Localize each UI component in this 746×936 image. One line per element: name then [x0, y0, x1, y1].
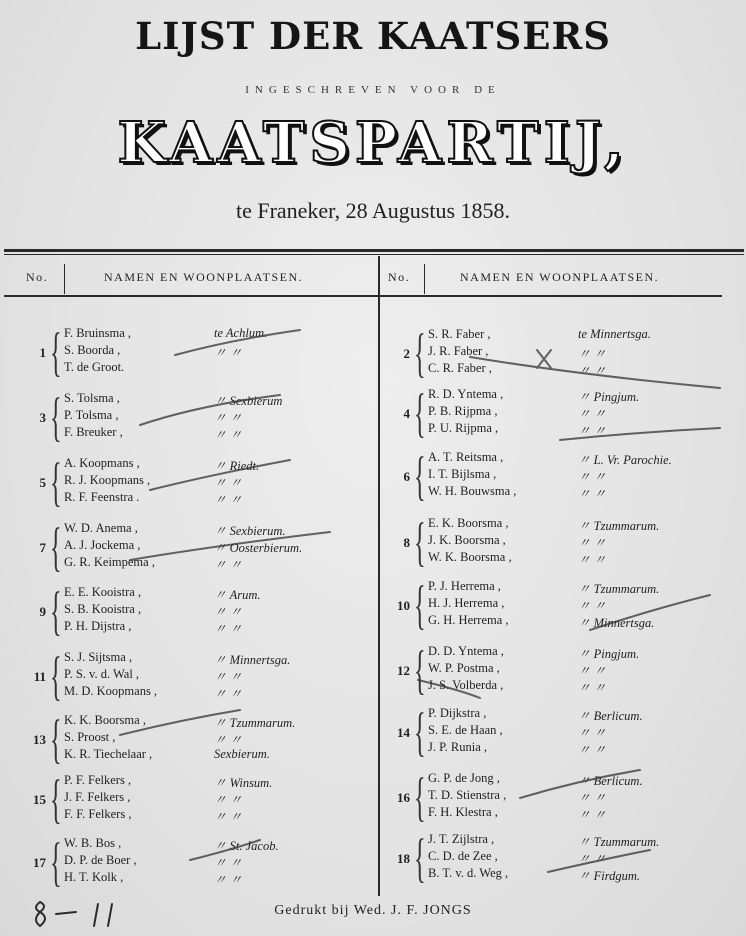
strike-mark: [470, 357, 720, 388]
player-place: 〃 〃: [578, 743, 607, 757]
player-place: 〃 〃: [214, 605, 243, 619]
player-place: 〃 〃: [214, 733, 243, 747]
player-place: 〃 Tzummarum.: [578, 835, 660, 849]
player-name: E. K. Boorsma ,: [428, 516, 509, 530]
player-place: te Achlum.: [214, 326, 268, 340]
player-name: S. Boorda ,: [64, 343, 121, 357]
player-place: 〃 Sexbierum: [214, 394, 283, 408]
player-name: H. T. Kolk ,: [64, 870, 124, 884]
player-place: 〃 〃: [214, 411, 243, 425]
player-name: P. Tolsma ,: [64, 408, 119, 422]
player-name: H. J. Herrema ,: [428, 596, 505, 610]
player-name: S. R. Faber ,: [428, 327, 491, 341]
entry-number: 3: [39, 410, 46, 425]
player-name: P. Dijkstra ,: [428, 706, 487, 720]
player-place: 〃 Tzummarum.: [578, 582, 660, 596]
player-name: G. P. de Jong ,: [428, 771, 500, 785]
brace-icon: {: [414, 828, 426, 888]
entry-number: 14: [397, 725, 410, 740]
player-place: 〃 Oosterbierum.: [214, 541, 303, 555]
player-name: J. R. Faber ,: [428, 344, 489, 358]
entry-number: 5: [39, 475, 46, 490]
player-name: A. T. Reitsma ,: [428, 450, 504, 464]
player-name: D. D. Yntema ,: [428, 644, 504, 658]
strike-mark: [120, 710, 240, 735]
strike-mark: [418, 680, 480, 698]
player-place: 〃 〃: [214, 428, 243, 442]
player-name: R. F. Feenstra .: [64, 490, 140, 504]
brace-icon: {: [50, 517, 62, 577]
player-name: P. S. v. d. Wal ,: [64, 667, 140, 681]
player-name: W. B. Bos ,: [64, 836, 122, 850]
entry-number: 6: [403, 469, 410, 484]
entry-number: 1: [39, 345, 46, 360]
player-place: 〃 Tzummarum.: [214, 716, 296, 730]
player-name: F. F. Felkers ,: [64, 807, 132, 821]
player-place: 〃 〃: [214, 793, 243, 807]
player-place: 〃 〃: [578, 791, 607, 805]
strike-mark: [140, 395, 280, 425]
player-place: 〃 Sexbierum.: [214, 524, 286, 538]
player-name: S. B. Kooistra ,: [64, 602, 142, 616]
strike-mark: [175, 330, 300, 355]
player-name: P. H. Dijstra ,: [64, 619, 132, 633]
brace-icon: {: [414, 640, 426, 700]
entry-number: 16: [397, 790, 410, 805]
entry-number: 18: [397, 851, 410, 866]
brace-icon: {: [50, 769, 62, 829]
player-place: 〃 〃: [214, 856, 243, 870]
player-name: J. P. Runia ,: [428, 740, 488, 754]
brace-icon: {: [50, 452, 62, 512]
player-name: J. S. Volberda ,: [428, 678, 504, 692]
player-name: A. J. Jockema ,: [64, 538, 141, 552]
player-name: W. P. Postma ,: [428, 661, 500, 675]
brace-icon: {: [50, 832, 62, 892]
player-place: 〃 Riedt.: [214, 459, 260, 473]
title-line-2: INGESCHREVEN VOOR DE: [245, 84, 501, 96]
strike-mark: [150, 460, 290, 490]
title-line-1: LIJST DER KAATSERS: [135, 14, 611, 58]
player-place: 〃 〃: [214, 810, 243, 824]
player-name: G. H. Herrema ,: [428, 613, 509, 627]
player-name: C. D. de Zee ,: [428, 849, 498, 863]
player-name: T. de Groot.: [64, 360, 125, 374]
player-place: Sexbierum.: [214, 747, 270, 761]
player-name: P. B. Rijpma ,: [428, 404, 498, 418]
strike-mark: [520, 770, 640, 798]
player-place: 〃 〃: [578, 407, 607, 421]
player-place: 〃 〃: [214, 873, 243, 887]
entry-number: 7: [39, 540, 46, 555]
player-name: B. T. v. d. Weg ,: [428, 866, 509, 880]
player-name: W. K. Boorsma ,: [428, 550, 512, 564]
col-no-left: No.: [26, 270, 49, 284]
player-place: 〃 〃: [578, 664, 607, 678]
player-place: 〃 Minnertsga.: [214, 653, 291, 667]
player-name: C. R. Faber ,: [428, 361, 492, 375]
player-name: R. D. Yntema ,: [428, 387, 504, 401]
player-name: J. F. Felkers ,: [64, 790, 131, 804]
entry-number: 10: [397, 598, 410, 613]
brace-icon: {: [50, 709, 62, 769]
player-name: S. Tolsma ,: [64, 391, 120, 405]
player-place: 〃 Firdgum.: [578, 869, 641, 883]
player-name: J. K. Boorsma ,: [428, 533, 506, 547]
player-place: 〃 〃: [214, 476, 243, 490]
col-no-right: No.: [388, 270, 411, 284]
player-place: 〃 〃: [578, 487, 607, 501]
player-name: K. R. Tiechelaar ,: [64, 747, 153, 761]
brace-icon: {: [414, 446, 426, 506]
player-name: S. Proost ,: [64, 730, 116, 744]
player-place: 〃 Berlicum.: [578, 709, 643, 723]
brace-icon: {: [414, 702, 426, 762]
strike-mark: [548, 850, 650, 872]
title-line-3: KAATSPARTIJ,: [117, 110, 629, 176]
col-names-right: NAMEN EN WOONPLAATSEN.: [460, 270, 660, 284]
player-place: 〃 Arum.: [214, 588, 261, 602]
player-name: W. H. Bouwsma ,: [428, 484, 517, 498]
player-name: J. T. Zijlstra ,: [428, 832, 495, 846]
player-place: 〃 〃: [214, 558, 243, 572]
player-place: 〃 Winsum.: [214, 776, 273, 790]
player-name: F. H. Klestra ,: [428, 805, 498, 819]
entry-number: 9: [39, 604, 46, 619]
brace-icon: {: [414, 512, 426, 572]
player-place: 〃 Berlicum.: [578, 774, 643, 788]
entry-number: 17: [33, 855, 46, 870]
player-place: 〃 〃: [578, 808, 607, 822]
brace-icon: {: [50, 387, 62, 447]
strike-mark: [560, 428, 720, 440]
player-name: P. U. Rijpma ,: [428, 421, 499, 435]
brace-icon: {: [414, 575, 426, 635]
player-place: te Minnertsga.: [578, 327, 651, 341]
entry-number: 2: [403, 346, 410, 361]
player-place: 〃 〃: [578, 424, 607, 438]
player-place: 〃 Minnertsga.: [578, 616, 655, 630]
entry-number: 12: [397, 663, 410, 678]
entry-number: 13: [33, 732, 46, 747]
entry-number: 8: [403, 535, 410, 550]
brace-icon: {: [414, 323, 426, 383]
brace-icon: {: [50, 646, 62, 706]
strike-mark: [590, 595, 710, 630]
player-place: 〃 〃: [578, 852, 607, 866]
player-place: 〃 〃: [578, 599, 607, 613]
col-names-left: NAMEN EN WOONPLAATSEN.: [104, 270, 304, 284]
brace-icon: {: [414, 767, 426, 827]
player-name: P. F. Felkers ,: [64, 773, 132, 787]
brace-icon: {: [414, 383, 426, 443]
entry-number: 15: [33, 792, 46, 807]
player-place: 〃 〃: [578, 553, 607, 567]
player-name: P. J. Herrema ,: [428, 579, 501, 593]
player-name: T. D. Stienstra ,: [428, 788, 507, 802]
player-name: M. D. Koopmans ,: [64, 684, 158, 698]
player-name: F. Breuker ,: [64, 425, 123, 439]
player-place: 〃 〃: [214, 670, 243, 684]
player-name: G. R. Keimpema ,: [64, 555, 155, 569]
handwritten-note: [28, 894, 138, 934]
player-name: S. E. de Haan ,: [428, 723, 503, 737]
player-name: F. Bruinsma ,: [64, 326, 132, 340]
player-place: 〃 St. Jacob.: [214, 839, 279, 853]
player-place: 〃 〃: [578, 536, 607, 550]
player-name: D. P. de Boer ,: [64, 853, 137, 867]
player-name: I. T. Bijlsma ,: [428, 467, 497, 481]
player-place: 〃 〃: [214, 346, 243, 360]
player-name: K. K. Boorsma ,: [64, 713, 146, 727]
player-name: R. J. Koopmans ,: [64, 473, 151, 487]
player-place: 〃 Tzummarum.: [578, 519, 660, 533]
player-name: A. Koopmans ,: [64, 456, 140, 470]
player-place: 〃 〃: [578, 681, 607, 695]
player-place: 〃 〃: [214, 622, 243, 636]
entry-number: 11: [33, 669, 46, 684]
strike-mark: [130, 532, 330, 560]
brace-icon: {: [50, 581, 62, 641]
player-name: E. E. Kooistra ,: [64, 585, 142, 599]
player-place: 〃 L. Vr. Parochie.: [578, 453, 672, 467]
player-place: 〃 〃: [578, 347, 607, 361]
cross-mark: [537, 350, 551, 368]
player-place: 〃 〃: [578, 726, 607, 740]
brace-icon: {: [50, 322, 62, 382]
player-place: 〃 Pingjum.: [578, 647, 640, 661]
player-place: 〃 〃: [578, 364, 607, 378]
player-place: 〃 Pingjum.: [578, 390, 640, 404]
printer-imprint: Gedrukt bij Wed. J. F. JONGS: [274, 903, 472, 918]
entry-number: 4: [403, 406, 410, 421]
title-line-4: te Franeker, 28 Augustus 1858.: [235, 198, 511, 223]
player-place: 〃 〃: [578, 470, 607, 484]
strike-mark: [190, 840, 260, 860]
player-place: 〃 〃: [214, 493, 243, 507]
player-name: W. D. Anema ,: [64, 521, 138, 535]
player-name: S. J. Sijtsma ,: [64, 650, 133, 664]
player-place: 〃 〃: [214, 687, 243, 701]
